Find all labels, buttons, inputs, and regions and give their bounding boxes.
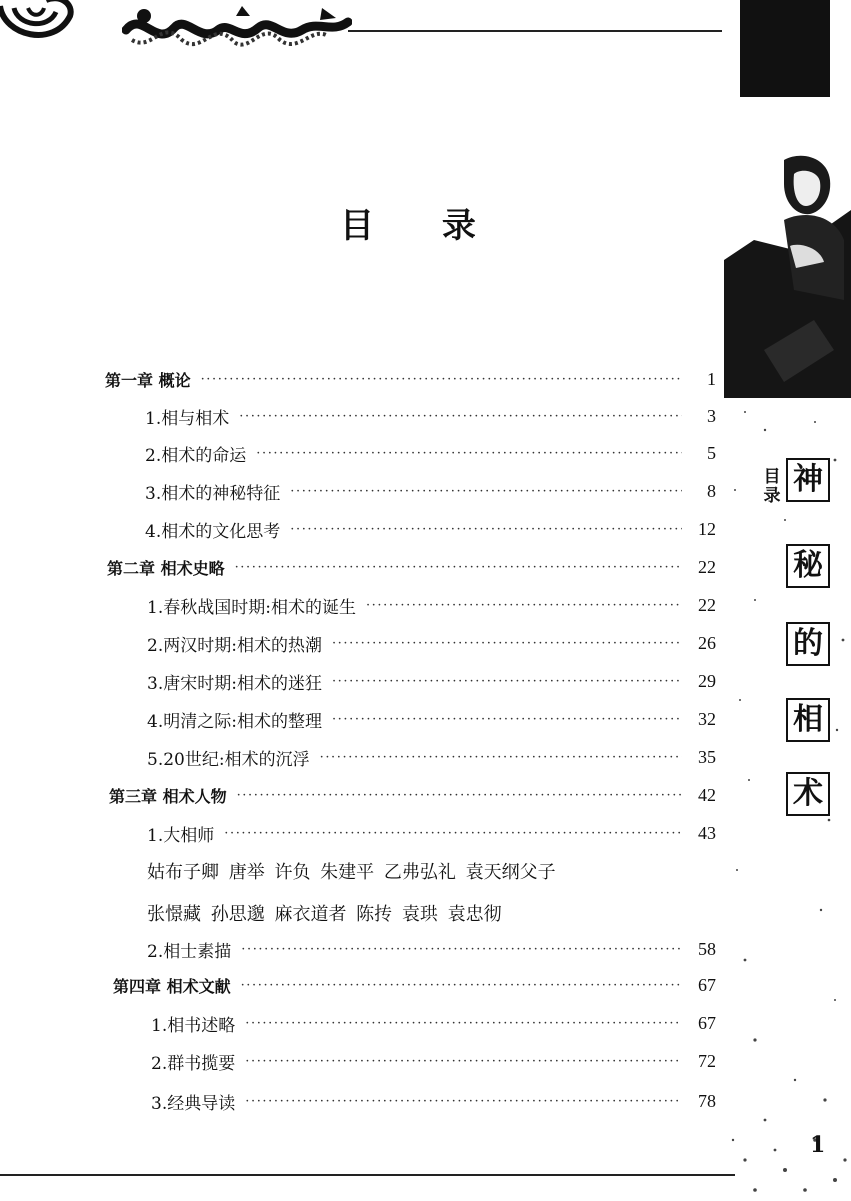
toc-leader-dots xyxy=(256,446,682,461)
side-title-char: 相 xyxy=(786,698,830,742)
toc-item-row[interactable] xyxy=(147,936,716,962)
toc-chapter-row[interactable] xyxy=(109,782,716,808)
toc-item-row[interactable] xyxy=(145,516,716,542)
toc-label: 第一章 概论 xyxy=(105,370,191,390)
toc-leader-dots xyxy=(235,560,682,575)
toc-label: 2.相士素描 xyxy=(147,941,232,962)
toc-label: 1.相与相术 xyxy=(145,408,230,429)
toc-label: 4.相术的文化思考 xyxy=(145,521,281,542)
toc-item-row[interactable] xyxy=(147,744,716,770)
toc-page-number: 12 xyxy=(698,518,716,539)
toc-leader-dots xyxy=(290,522,682,537)
toc-page-number: 22 xyxy=(698,556,716,577)
toc-page-number: 5 xyxy=(707,442,716,463)
toc-label: 2.两汉时期:相术的热潮 xyxy=(147,635,322,656)
toc-chapter-row[interactable] xyxy=(107,554,716,580)
toc-item-row[interactable] xyxy=(151,1048,716,1074)
toc-leader-dots xyxy=(332,636,682,651)
toc-leader-dots xyxy=(245,1094,682,1109)
page-number: 1 xyxy=(810,1132,826,1158)
toc-item-row[interactable] xyxy=(147,820,716,846)
toc-page-number: 32 xyxy=(698,708,716,729)
toc-chapter-row[interactable] xyxy=(105,366,716,392)
toc-page-number: 43 xyxy=(698,822,716,843)
toc-page-number: 29 xyxy=(698,670,716,691)
toc-leader-dots xyxy=(239,409,682,424)
toc-page-number: 67 xyxy=(698,1012,716,1033)
toc-page-number: 58 xyxy=(698,938,716,959)
toc-leader-dots xyxy=(224,826,682,841)
toc-leader-dots xyxy=(332,674,682,689)
toc-item-row[interactable] xyxy=(147,630,716,656)
toc-item-row[interactable] xyxy=(147,592,716,618)
toc-leader-dots xyxy=(366,598,682,613)
toc-label: 2.相术的命运 xyxy=(145,445,247,466)
toc-label: 4.明清之际:相术的整理 xyxy=(147,711,322,732)
toc-page-number: 72 xyxy=(698,1050,716,1071)
toc-leader-dots xyxy=(201,372,682,387)
toc-item-row[interactable] xyxy=(151,1088,716,1114)
header-rule xyxy=(348,30,722,32)
footer-rule xyxy=(0,1174,735,1176)
side-small-label: 目录 xyxy=(763,467,781,506)
toc-page-number: 3 xyxy=(707,405,716,426)
toc-item-row[interactable] xyxy=(151,1010,716,1036)
toc-page-number: 26 xyxy=(698,632,716,653)
names-line: 张憬藏 孙思邈 麻衣道者 陈抟 袁珙 袁忠彻 xyxy=(147,904,502,925)
toc-label: 2.群书揽要 xyxy=(151,1053,236,1074)
toc-label: 第二章 相术史略 xyxy=(107,558,225,578)
toc-label: 3.经典导读 xyxy=(151,1093,236,1114)
toc-page-number: 42 xyxy=(698,784,716,805)
side-title-char: 秘 xyxy=(786,544,830,588)
side-title-char: 的 xyxy=(786,622,830,666)
dragon-ornament xyxy=(122,0,352,58)
toc-label: 3.相术的神秘特征 xyxy=(145,483,281,504)
toc-leader-dots xyxy=(245,1016,682,1031)
toc-leader-dots xyxy=(290,484,682,499)
toc-label: 第三章 相术人物 xyxy=(109,786,227,806)
toc-page-number: 67 xyxy=(698,974,716,995)
toc-item-row[interactable] xyxy=(145,478,716,504)
toc-item-row[interactable] xyxy=(147,706,716,732)
toc-item-row[interactable] xyxy=(145,403,716,429)
toc-leader-dots xyxy=(320,750,682,765)
toc-label: 3.唐宋时期:相术的迷狂 xyxy=(147,673,322,694)
toc-leader-dots xyxy=(332,712,682,727)
side-title-char: 神 xyxy=(786,458,830,502)
toc-leader-dots xyxy=(241,942,682,957)
toc-leader-dots xyxy=(245,1054,682,1069)
toc-label: 1.大相师 xyxy=(147,825,215,846)
names-line: 姑布子卿 唐举 许负 朱建平 乙弗弘礼 袁天纲父子 xyxy=(147,862,556,883)
toc-label: 1.相书述略 xyxy=(151,1015,236,1036)
portrait-illustration xyxy=(724,150,851,398)
toc-page-number: 35 xyxy=(698,746,716,767)
toc-page-number: 8 xyxy=(707,480,716,501)
toc-page-number: 1 xyxy=(707,368,716,389)
side-title-char: 术 xyxy=(786,772,830,816)
swirl-ornament xyxy=(0,0,76,42)
toc-item-row[interactable] xyxy=(145,440,716,466)
toc-page-number: 22 xyxy=(698,594,716,615)
toc-page-number: 78 xyxy=(698,1090,716,1111)
toc-label: 第四章 相术文献 xyxy=(113,976,231,996)
page-title: 目 录 xyxy=(340,206,504,246)
toc-chapter-row[interactable] xyxy=(113,972,716,998)
toc-leader-dots xyxy=(241,978,682,993)
corner-tab-block xyxy=(740,0,830,97)
toc-label: 1.春秋战国时期:相术的诞生 xyxy=(147,597,356,618)
toc-label: 5.20世纪:相术的沉浮 xyxy=(147,749,310,770)
toc-leader-dots xyxy=(237,788,682,803)
toc-item-row[interactable] xyxy=(147,668,716,694)
